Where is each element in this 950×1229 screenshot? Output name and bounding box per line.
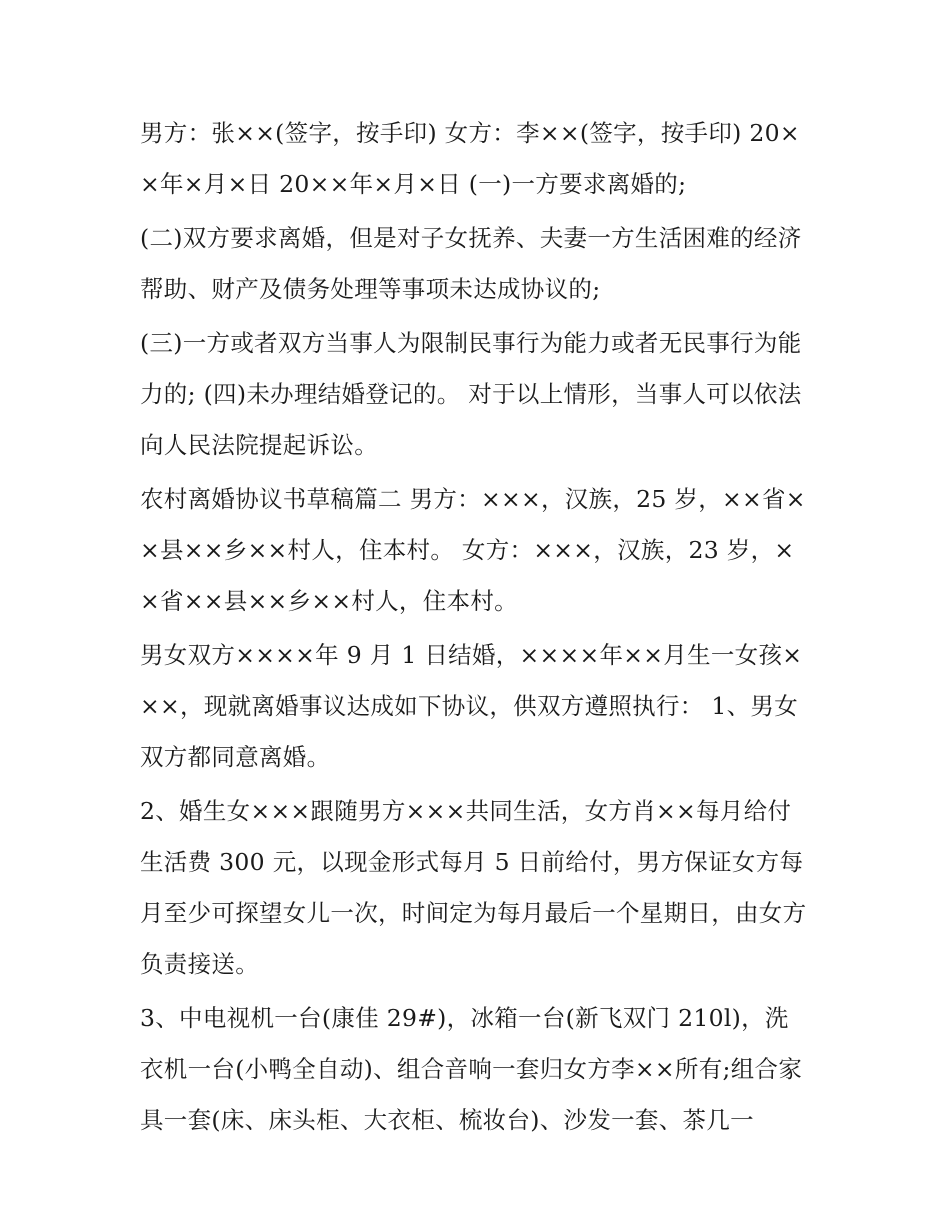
- document-body: [140, 108, 810, 1149]
- paragraph-condition-two: (二)双方要求离婚，但是对子女抚养、夫妻一方生活困难的经济帮助、财产及债务处理等事项未达成协议的;: [140, 224, 802, 303]
- paragraph-condition-three-four: (三)一方或者双方当事人为限制民事行为能力或者无民事行为能力的; (四)未办理结婚登记的。 对于以上情形，当事人可以依法向人民法院提起诉讼。: [140, 329, 802, 459]
- paragraph-agreement-intro: 男女双方××××年 9 月 1 日结婚，××××年××月生一女孩×××，现就离婚事议达成如下协议，供双方遵照执行： 1、男女双方都同意离婚。: [140, 641, 803, 771]
- paragraph-clause-2-custody: 2、婚生女×××跟随男方×××共同生活，女方肖××每月给付生活费 300 元，以现金形式每月 5 日前给付，男方保证女方每月至少可探望女儿一次，时间定为每月最后一个星期日，由女方负责接送。: [140, 797, 807, 978]
- paragraph-signatures: 男方：张××(签字，按手印) 女方：李××(签字，按手印) 20××年×月×日 20××年×月×日 (一)一方要求离婚的;: [140, 119, 800, 198]
- paragraph-clause-3-property: 3、中电视机一台(康佳 29#)，冰箱一台(新飞双门 210l)，洗衣机一台(小鸭全自动)、组合音响一套归女方李××所有;组合家具一套(床、床头柜、大衣柜、梳妆台)、沙发一套、茶几一: [140, 1004, 803, 1134]
- paragraph-parties: 农村离婚协议书草稿篇二 男方：×××，汉族，25 岁，××省××县××乡××村人，住本村。 女方：×××，汉族，23 岁，××省××县××乡××村人，住本村。: [140, 485, 806, 615]
